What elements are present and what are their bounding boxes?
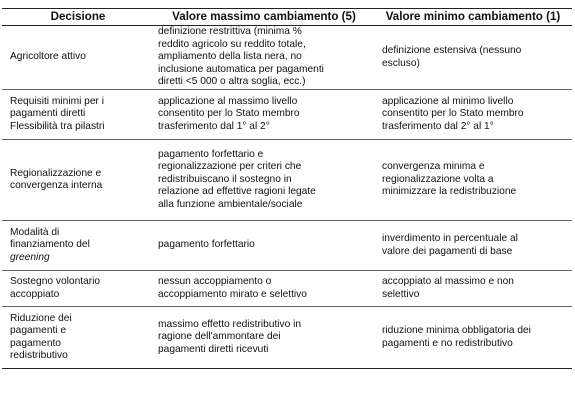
table-header-row (2, 9, 572, 26)
cell-decision (2, 307, 154, 369)
table-row (2, 90, 572, 140)
cell-decision (2, 26, 154, 90)
cell-line: convergenza minima e (382, 161, 485, 173)
cell-decision (2, 271, 154, 307)
cell-line: finanziamento del (10, 239, 90, 251)
cell-line: definizione restrittiva (minima % (158, 26, 302, 38)
header-decisione: Decisione (2, 9, 154, 26)
cell-line: pagamento forfettario e (158, 148, 264, 160)
cell-line: inclusione automatica per pagamenti (158, 63, 324, 75)
cell-max (154, 271, 374, 307)
cell-line: accoppiato al massimo e non (382, 276, 514, 288)
cell-min (374, 221, 572, 271)
cell-line: reddito agricolo su reddito totale, (158, 38, 306, 50)
cell-min (374, 26, 572, 90)
cell-line: applicazione al minimo livello (382, 95, 514, 107)
cell-max (154, 140, 374, 221)
cell-min (374, 271, 572, 307)
cell-line: pagamenti diretti (10, 108, 86, 120)
cell-min (374, 90, 572, 140)
cell-max (154, 307, 374, 369)
cell-min (374, 140, 572, 221)
cell-line: accoppiamento mirato e selettivo (158, 288, 307, 300)
cell-line: accoppiato (10, 288, 60, 300)
cell-line: ampliamento della lista nera, no (158, 51, 302, 63)
header-valore-massimo: Valore massimo cambiamento (5) (154, 9, 374, 26)
cell-line: convergenza interna (10, 180, 103, 191)
table-row (2, 221, 572, 271)
table-row (2, 140, 572, 221)
cell-line: escluso) (382, 57, 420, 69)
cell-line: ragione dell'ammontare dei (158, 331, 281, 343)
cell-line: pagamenti e (10, 325, 67, 337)
cell-line: Modalità di (10, 226, 60, 238)
cell-line: pagamenti diretti ricevuti (158, 343, 269, 355)
cell-line: Riduzione dei (10, 312, 72, 324)
cell-line: Agricoltore attivo (10, 51, 86, 63)
cell-decision (2, 90, 154, 140)
cell-line: applicazione al massimo livello (158, 95, 298, 107)
cell-line: pagamento forfettario (158, 239, 255, 251)
cell-line: valore dei pagamenti di base (382, 245, 513, 257)
table-row (2, 271, 572, 307)
cell-line: consentito per lo Stato membro (158, 108, 300, 120)
cell-line: selettivo (382, 288, 420, 300)
cell-line: regionalizzazione volta a (382, 173, 494, 185)
cell-line: diretti <5 000 o altra soglia, ecc.) (158, 76, 306, 88)
cell-line: redistributivo (10, 349, 68, 361)
cell-line: trasferimento dal 2° al 1° (382, 120, 494, 132)
cell-decision (2, 140, 154, 221)
cell-line: regionalizzazione per criteri che (158, 161, 302, 173)
cell-line: minimizzare la redistribuzione (382, 186, 517, 198)
cell-line: nessun accoppiamento o (158, 276, 272, 288)
cell-line: pagamenti e no redistributivo (382, 337, 513, 349)
cell-max (154, 221, 374, 271)
decision-table (2, 8, 572, 369)
cell-line: riduzione minima obbligatoria dei (382, 325, 531, 337)
cell-line: pagamento (10, 337, 61, 349)
cell-line-italic: greening (10, 251, 50, 263)
cell-decision (2, 221, 154, 271)
header-valore-minimo: Valore minimo cambiamento (1) (374, 9, 572, 26)
cell-line: Regionalizzazione e (10, 167, 102, 179)
cell-line: Sostegno volontario (10, 276, 101, 288)
cell-max (154, 90, 374, 140)
cell-line: Requisiti minimi per i (10, 95, 104, 107)
cell-line: trasferimento dal 1° al 2° (158, 120, 270, 132)
cell-line: inverdimento in percentuale al (382, 233, 518, 245)
cell-line: Flessibilità tra pilastri (10, 120, 105, 132)
table-row (2, 307, 572, 369)
cell-max (154, 26, 374, 90)
cell-line: massimo effetto redistributivo in (158, 318, 302, 330)
cell-line: consentito per lo Stato membro (382, 108, 524, 120)
cell-min (374, 307, 572, 369)
table-row (2, 26, 572, 90)
cell-line: redistribuiscano il sostegno in (158, 173, 292, 185)
cell-line: relazione ad effettive ragioni legate (158, 186, 316, 198)
cell-line: alla funzione ambientale/sociale (158, 198, 303, 210)
cell-line: definizione estensiva (nessuno (382, 45, 522, 57)
